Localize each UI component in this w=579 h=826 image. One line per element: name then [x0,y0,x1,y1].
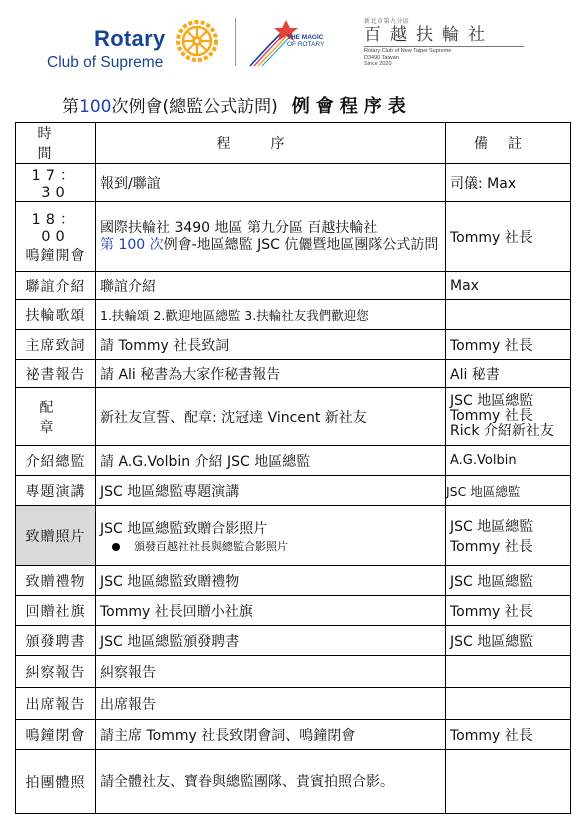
program-table [15,122,571,814]
logo-divider [235,18,236,66]
table-row: 致贈禮物 JSC 地區總監致贈禮物 JSC 地區總監 [16,566,571,596]
table-row: 回贈社旗 Tommy 社長回贈小社旗 Tommy 社長 [16,596,571,626]
table-row: 17：30 報到/聯誼 司儀: Max [16,164,571,202]
header-logos [0,0,579,80]
bys-english-name: Rotary Club of New Taipei Supreme [364,48,452,54]
table-row: 祕書報告 請 Ali 秘書為大家作秘書報告 Ali 秘書 [16,360,571,388]
table-row: 扶輪歌頌 1.扶輪頌 2.歡迎地區總監 3.扶輪社友我們歡迎您 [16,300,571,330]
table-row: 糾察報告 糾察報告 [16,656,571,688]
table-row: 出席報告 出席報告 [16,688,571,720]
table-row: 專題演講 JSC 地區總監專題演講 JSC 地區總監 [16,476,571,506]
table-row: 頒發聘書 JSC 地區總監頒發聘書 JSC 地區總監 [16,626,571,656]
header-program: 程序 [96,123,446,164]
meeting-number: 100 [79,97,112,117]
bys-logo [364,18,529,68]
table-row: 18：00 鳴鐘開會 國際扶輪社 3490 地區 第九分區 百越扶輪社 第 100 次例會-地區總監 JSC 伉儷暨地區團隊公式訪問 Tommy 社長 [16,202,571,272]
table-row: 介紹總監 請 A.G.Volbin 介紹 JSC 地區總監 A.G.Volbin [16,446,571,476]
bys-club-name: 百越扶輪社 [364,25,494,45]
page-title: 第100次例會(總監公式訪問) 例會程序表 [62,96,412,117]
table-row: 鳴鐘閉會 請主席 Tommy 社長致閉會詞、鳴鐘閉會 Tommy 社長 [16,720,571,750]
bys-district-line: 新北市第九分區 [364,18,410,25]
program-title: 例會程序表 [291,96,412,117]
header-note: 備註 [446,123,571,164]
table-row: 主席致詞 請 Tommy 社長致詞 Tommy 社長 [16,330,571,360]
bullet-icon [112,543,120,551]
table-header-row [16,123,571,164]
header-time: 時間 [16,123,96,164]
rotary-wheel-icon [175,19,219,63]
table-row: 致贈照片 JSC 地區總監致贈合影照片 頒發百越社社長與總監合影照片 JSC 地區總監 Tommy 社長 [16,506,571,566]
table-row: 拍團體照 請全體社友、寶眷與總監團隊、貴賓拍照合影。 [16,750,571,814]
rotary-wordmark: Rotary [94,26,166,51]
bys-district-code: D3490 Taiwan [364,54,399,61]
table-row: 配章 新社友宣誓、配章: 沈冠達 Vincent 新社友 JSC 地區總監 Tommy 社長 Rick 介紹新社友 [16,388,571,446]
bys-since: Since 2020 [364,61,392,67]
club-name: Club of Supreme [47,54,164,71]
magic-of-rotary-text: THE MAGIC OF ROTARY [287,34,325,48]
table-row: 聯誼介紹 聯誼介紹 Max [16,272,571,300]
bys-underline [364,46,524,47]
